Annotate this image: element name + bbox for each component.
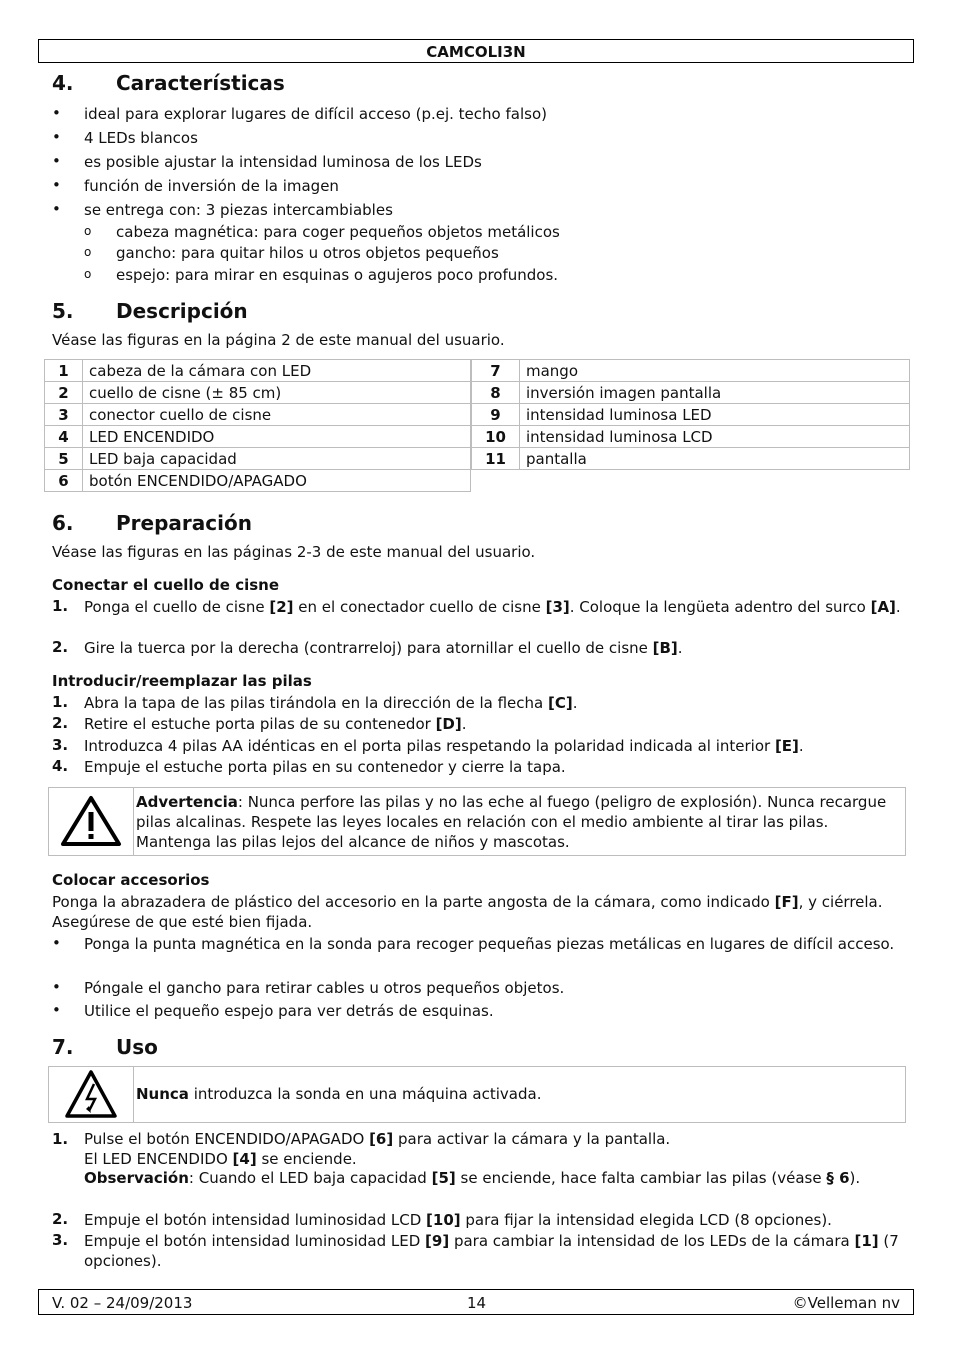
step-item: 2. Retire el estuche porta pilas de su contenedor [D]. [52,714,467,733]
subheading-accesorios: Colocar accesorios [52,871,210,889]
table-row: 3 conector cuello de cisne [45,404,471,426]
step-item: 1. Pulse el botón ENCENDIDO/APAGADO [6] para activar la cámara y la pantalla. El LED ENCENDIDO [4] se enciende. Observación: Cuando el LED baja capacidad [5] se enciende, hace falta cambiar las pilas (véase § 6). [52,1130,861,1187]
sub-list-item: o espejo: para mirar en esquinas o agujeros poco profundos. [84,266,559,284]
list-item: • Ponga la punta magnética en la sonda para recoger pequeñas piezas metálicas en lugares de difícil acceso. [52,934,895,953]
list-item: • 4 LEDs blancos [52,128,198,147]
page-header [38,39,914,63]
version-date: V. 02 – 24/09/2013 [52,1294,193,1312]
model-name: CAMCOLI3N [426,43,526,61]
section-6-intro: Véase las figuras en las páginas 2-3 de este manual del usuario. [52,543,536,561]
list-item: • ideal para explorar lugares de difícil acceso (p.ej. techo falso) [52,104,547,123]
section-6-heading: 6. Preparación [52,511,252,535]
step-item: 4. Empuje el estuche porta pilas en su contenedor y cierre la tapa. [52,757,566,776]
table-row: 8 inversión imagen pantalla [472,382,910,404]
page-footer [38,1289,914,1315]
step-item: 1. Ponga el cuello de cisne [2] en el conectador cuello de cisne [3]. Coloque la lengüeta adentro del surco [A]. [52,597,901,616]
list-item: • Póngale el gancho para retirar cables u otros pequeños objetos. [52,978,565,997]
table-row: 4 LED ENCENDIDO [45,426,471,448]
list-item: • Utilice el pequeño espejo para ver detrás de esquinas. [52,1001,494,1020]
section-5-heading: 5. Descripción [52,299,248,323]
electrical-hazard-icon [49,1067,133,1122]
section-4-heading: 4. Características [52,71,285,95]
step-item: 3. Empuje el botón intensidad luminosidad LED [9] para cambiar la intensidad de los LEDs de la cámara [1] (7 opciones). [52,1231,899,1270]
subheading-cuello: Conectar el cuello de cisne [52,576,280,594]
subheading-pilas: Introducir/reemplazar las pilas [52,672,312,690]
step-item: 2. Gire la tuerca por la derecha (contrarreloj) para atornillar el cuello de cisne [B]. [52,638,683,657]
table-row: 7 mango [472,360,910,382]
table-row: 1 cabeza de la cámara con LED [45,360,471,382]
table-row: 10 intensidad luminosa LCD [472,426,910,448]
table-row: 11 pantalla [472,448,910,470]
list-item: • es posible ajustar la intensidad luminosa de los LEDs [52,152,482,171]
step-item: 2. Empuje el botón intensidad luminosidad LCD [10] para fijar la intensidad elegida LCD (8 opciones). [52,1210,832,1229]
table-row: 6 botón ENCENDIDO/APAGADO [45,470,471,492]
copyright: ©Velleman nv [792,1294,900,1312]
page-number: 14 [467,1294,487,1312]
parts-table-right [471,359,910,470]
list-item: • función de inversión de la imagen [52,176,339,195]
warning-icon [49,788,133,855]
list-item: • se entrega con: 3 piezas intercambiables [52,200,393,219]
table-row: 2 cuello de cisne (± 85 cm) [45,382,471,404]
battery-warning-box: Advertencia: Nunca perfore las pilas y no las eche al fuego (peligro de explosión). Nunca recargue pilas alcalinas. Respete las leyes locales en relación con el medio ambiente al tirar las pilas. Mantenga las pilas lejos del alcance de niños y mascotas. [48,787,906,856]
sub-list-item: o gancho: para quitar hilos u otros objetos pequeños [84,244,499,262]
accesorios-paragraph: Ponga la abrazadera de plástico del accesorio en la parte angosta de la cámara, como indicado [F], y ciérrela. Asegúrese de que esté bien fijada. [52,893,883,931]
step-item: 3. Introduzca 4 pilas AA idénticas en el porta pilas respetando la polaridad indicada al interior [E]. [52,736,804,755]
section-5-intro: Véase las figuras en la página 2 de este manual del usuario. [52,331,505,349]
step-item: 1. Abra la tapa de las pilas tirándola en la dirección de la flecha [C]. [52,693,578,712]
section-7-heading: 7. Uso [52,1035,158,1059]
probe-warning-box: Nunca introduzca la sonda en una máquina activada. [48,1066,906,1123]
parts-table-left [44,359,471,492]
sub-list-item: o cabeza magnética: para coger pequeños objetos metálicos [84,223,560,241]
table-row: 9 intensidad luminosa LED [472,404,910,426]
table-row: 5 LED baja capacidad [45,448,471,470]
